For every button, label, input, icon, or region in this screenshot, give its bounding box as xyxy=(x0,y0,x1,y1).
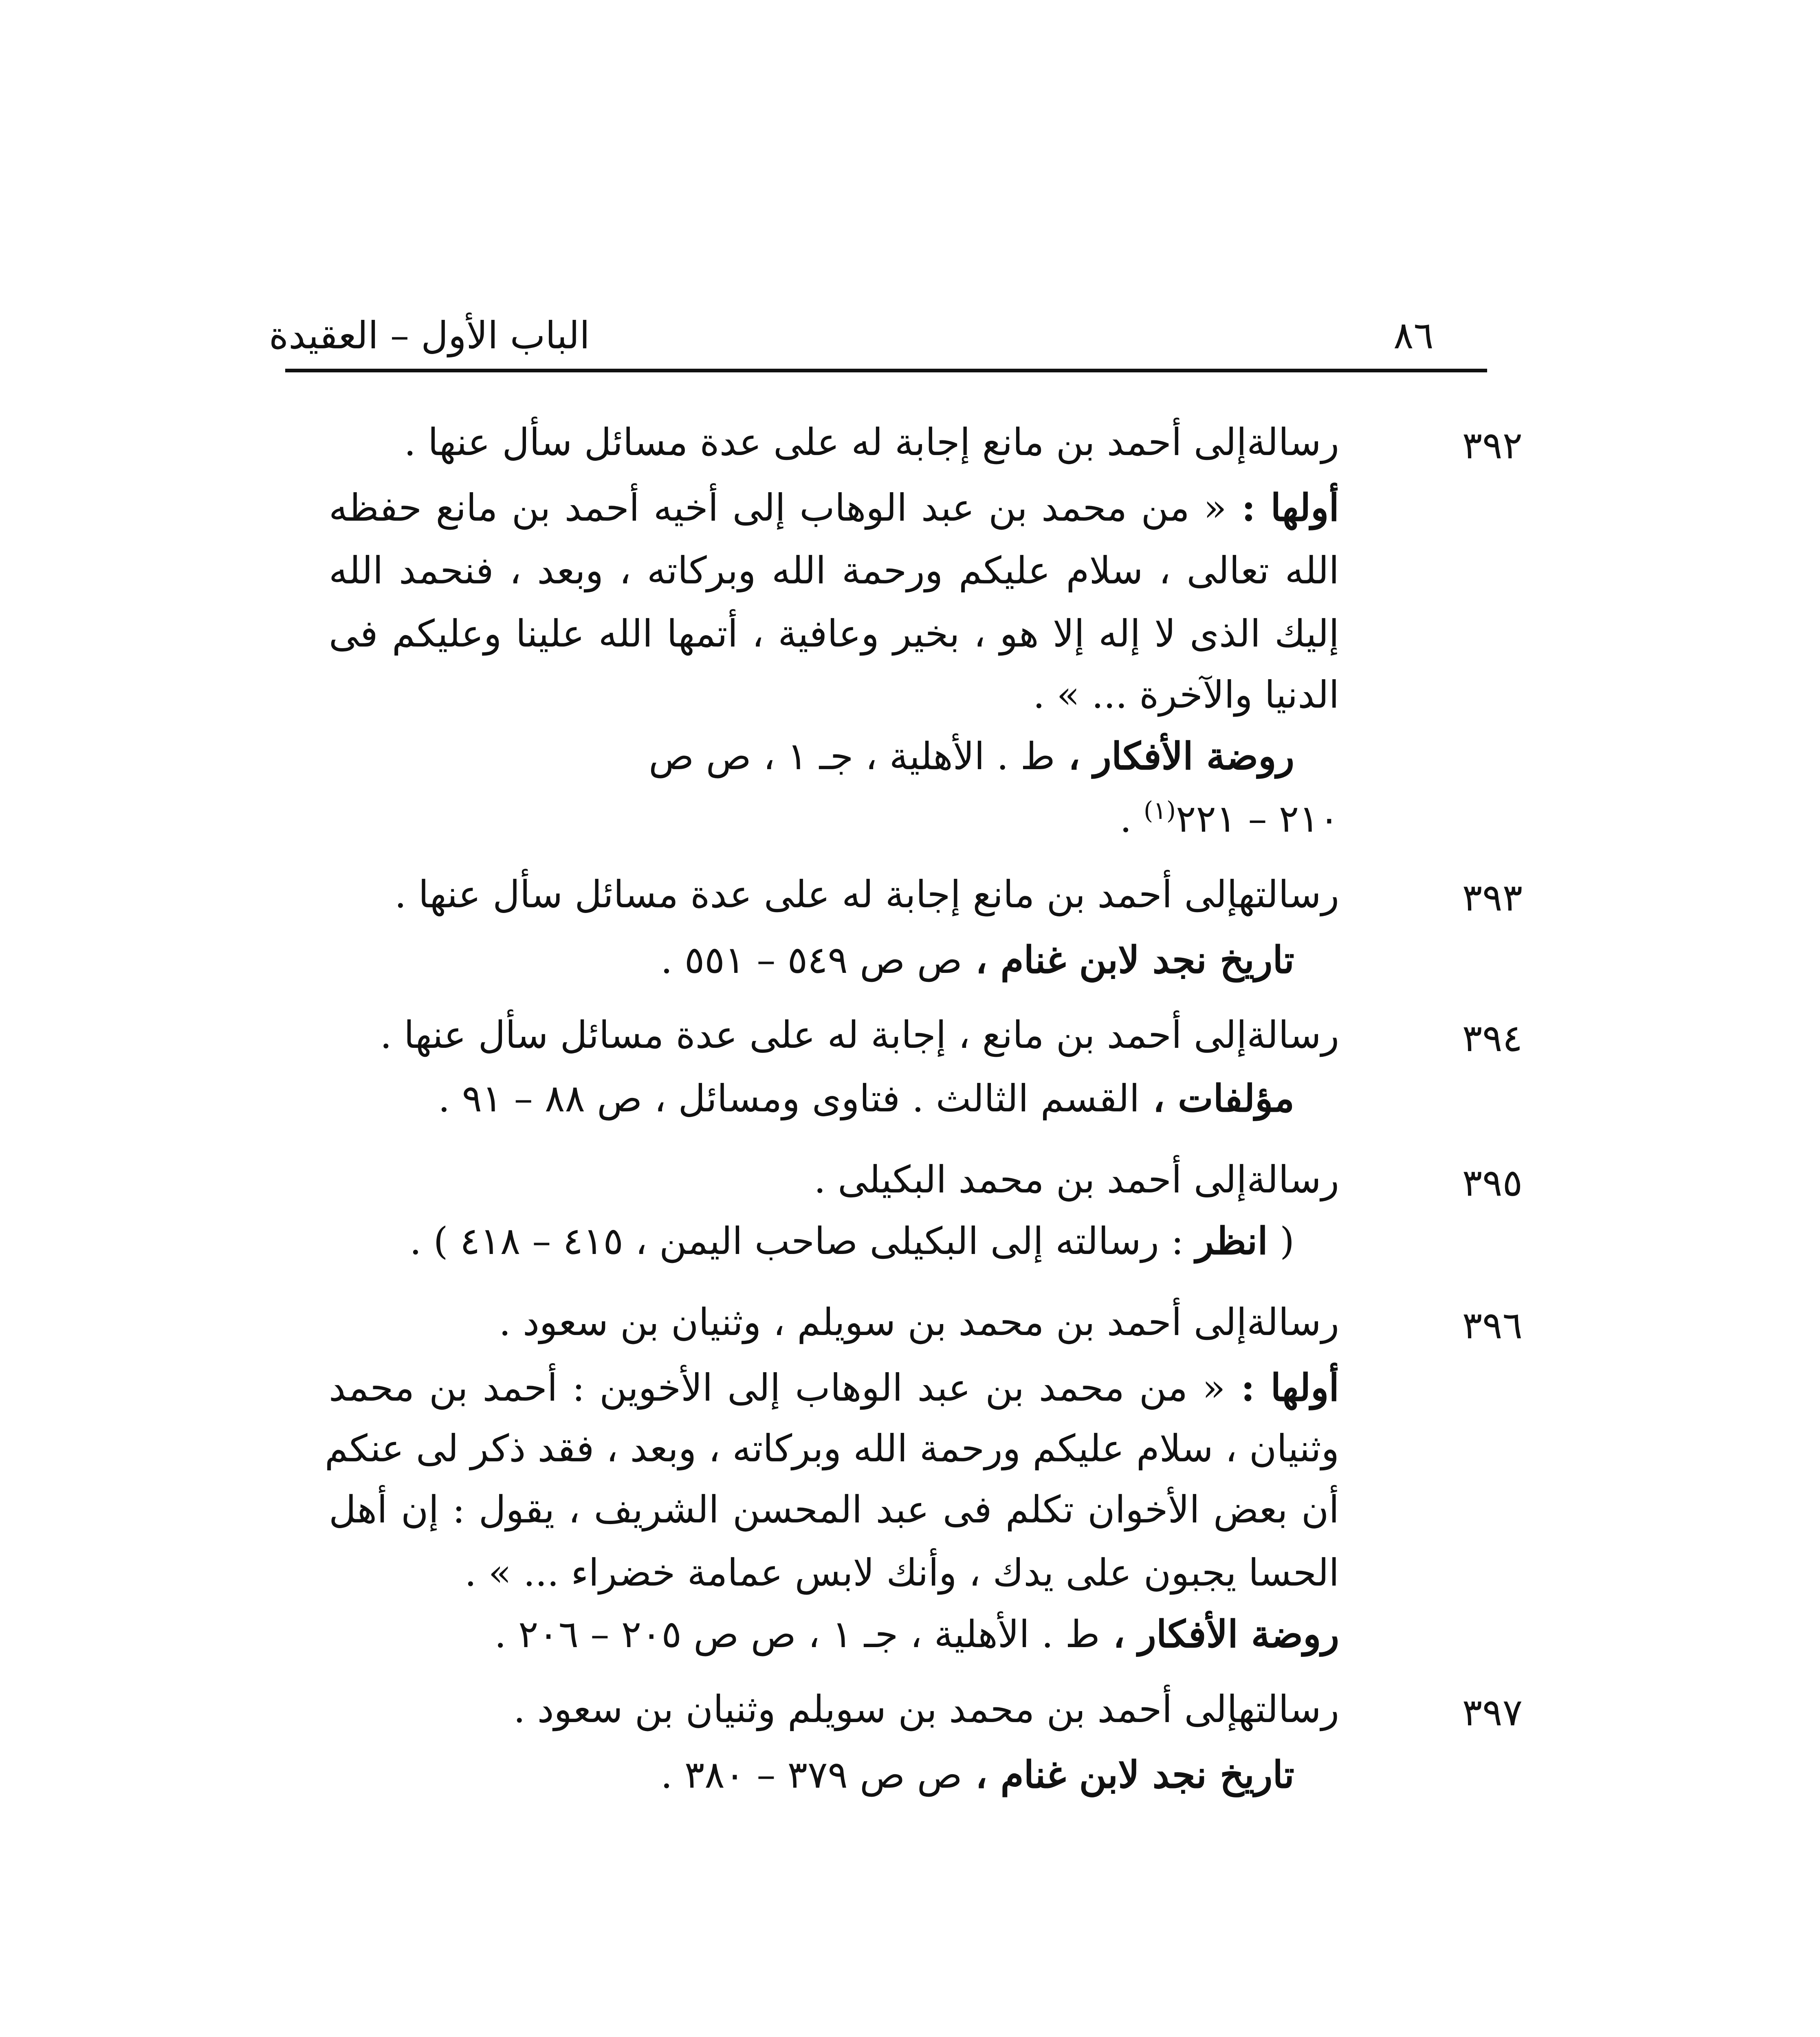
line-text: ط . الأهلية ، جـ ١ ، ص ص xyxy=(649,735,1055,778)
line-text: وثنيان ، سلام عليكم ورحمة الله وبركاته ، وبعد ، فقد ذكر لى عنكم xyxy=(324,1427,1339,1470)
entry-number: ٣٩٤ xyxy=(1462,1016,1523,1060)
line-text: أن بعض الأخوان تكلم فى عبد المحسن الشريف ، يقول : إن أهل xyxy=(329,1488,1339,1531)
entry-line xyxy=(499,1300,1339,1344)
line-text: رسالةإلى أحمد بن مانع ، إجابة له على عدة مسائل سأل عنها . xyxy=(380,1013,1339,1057)
entry-line xyxy=(404,420,1339,464)
line-lead: أولها : xyxy=(1226,486,1339,530)
entry-line xyxy=(1120,796,1339,841)
line-text: « من محمد بن عبد الوهاب إلى الأخوين : أحمد بن محمد xyxy=(329,1366,1226,1410)
entry-line xyxy=(660,1753,1294,1797)
line-text: إليك الذى لا إله إلا هو ، بخير وعافية ، أتمها الله علينا وعليكم فى xyxy=(329,612,1339,656)
entry-line xyxy=(329,486,1339,530)
entry-line xyxy=(380,1013,1339,1057)
line-text: رسالتهإلى أحمد بن مانع إجابة له على عدة مسائل سأل عنها . xyxy=(394,873,1339,916)
entry-number: ٣٩٥ xyxy=(1462,1161,1523,1205)
footnote-marker: (١) xyxy=(1143,796,1176,825)
line-text: : رسالته إلى البكيلى صاحب اليمن ، ٤١٥ – ٤١٨ ) . xyxy=(409,1219,1196,1263)
line-lead: تاريخ نجد لابن غنام ، xyxy=(962,938,1294,982)
line-tail: . xyxy=(1120,797,1144,841)
entry-line xyxy=(409,1219,1294,1263)
line-text: الحسا يجبون على يدك ، وأنك لابس عمامة خضراء ... » . xyxy=(464,1551,1339,1595)
entry-line xyxy=(394,873,1339,916)
line-text: رسالةإلى أحمد بن محمد البكيلى . xyxy=(814,1158,1339,1201)
entry-line xyxy=(513,1687,1339,1731)
entry-line xyxy=(814,1158,1339,1201)
line-lead: مؤلفات ، xyxy=(1140,1076,1294,1120)
entry-number: ٣٩٢ xyxy=(1462,424,1523,467)
entry-line xyxy=(438,1076,1294,1120)
line-text: رسالةإلى أحمد بن مانع إجابة له على عدة مسائل سأل عنها . xyxy=(404,420,1339,464)
line-lead: أولها : xyxy=(1225,1366,1339,1410)
entry-line xyxy=(1033,673,1339,717)
page-number: ٨٦ xyxy=(1393,314,1434,357)
entry-line xyxy=(649,734,1294,778)
entry-number: ٣٩٣ xyxy=(1462,876,1523,920)
line-text: ٢١٠ – ٢٢١ xyxy=(1176,797,1339,841)
entry-line xyxy=(324,1427,1339,1470)
entry-line xyxy=(329,1366,1339,1410)
entry-line xyxy=(494,1612,1339,1656)
line-lead: روضة الأفكار ، xyxy=(1100,1612,1339,1656)
chapter-title: الباب الأول – العقيدة xyxy=(269,314,590,357)
line-text: رسالتهإلى أحمد بن محمد بن سويلم وثنيان بن سعود . xyxy=(513,1687,1339,1731)
header-rule xyxy=(285,369,1487,372)
line-text: ص ص ٥٤٩ – ٥٥١ . xyxy=(660,938,962,982)
entry-line xyxy=(329,1488,1339,1531)
line-text: الله تعالى ، سلام عليكم ورحمة الله وبركاته ، وبعد ، فنحمد الله xyxy=(329,549,1339,592)
entry-number: ٣٩٧ xyxy=(1462,1691,1523,1734)
entry-line xyxy=(464,1551,1339,1595)
entry-number: ٣٩٦ xyxy=(1462,1304,1523,1347)
line-pre: ( xyxy=(1268,1219,1294,1263)
line-text: ص ص ٣٧٩ – ٣٨٠ . xyxy=(660,1753,962,1797)
line-text: رسالةإلى أحمد بن محمد بن سويلم ، وثنيان بن سعود . xyxy=(499,1300,1339,1344)
line-lead: روضة الأفكار ، xyxy=(1055,734,1294,778)
line-text: ط . الأهلية ، جـ ١ ، ص ص ٢٠٥ – ٢٠٦ . xyxy=(494,1612,1100,1656)
entry-line xyxy=(329,612,1339,656)
line-text: « من محمد بن عبد الوهاب إلى أخيه أحمد بن مانع حفظه xyxy=(329,486,1227,530)
entry-line xyxy=(329,549,1339,592)
line-lead: انظر xyxy=(1195,1219,1268,1263)
line-lead: تاريخ نجد لابن غنام ، xyxy=(962,1753,1294,1797)
line-text: الدنيا والآخرة ... » . xyxy=(1033,673,1339,717)
entry-line xyxy=(660,938,1294,982)
line-text: القسم الثالث . فتاوى ومسائل ، ص ٨٨ – ٩١ . xyxy=(438,1077,1140,1120)
